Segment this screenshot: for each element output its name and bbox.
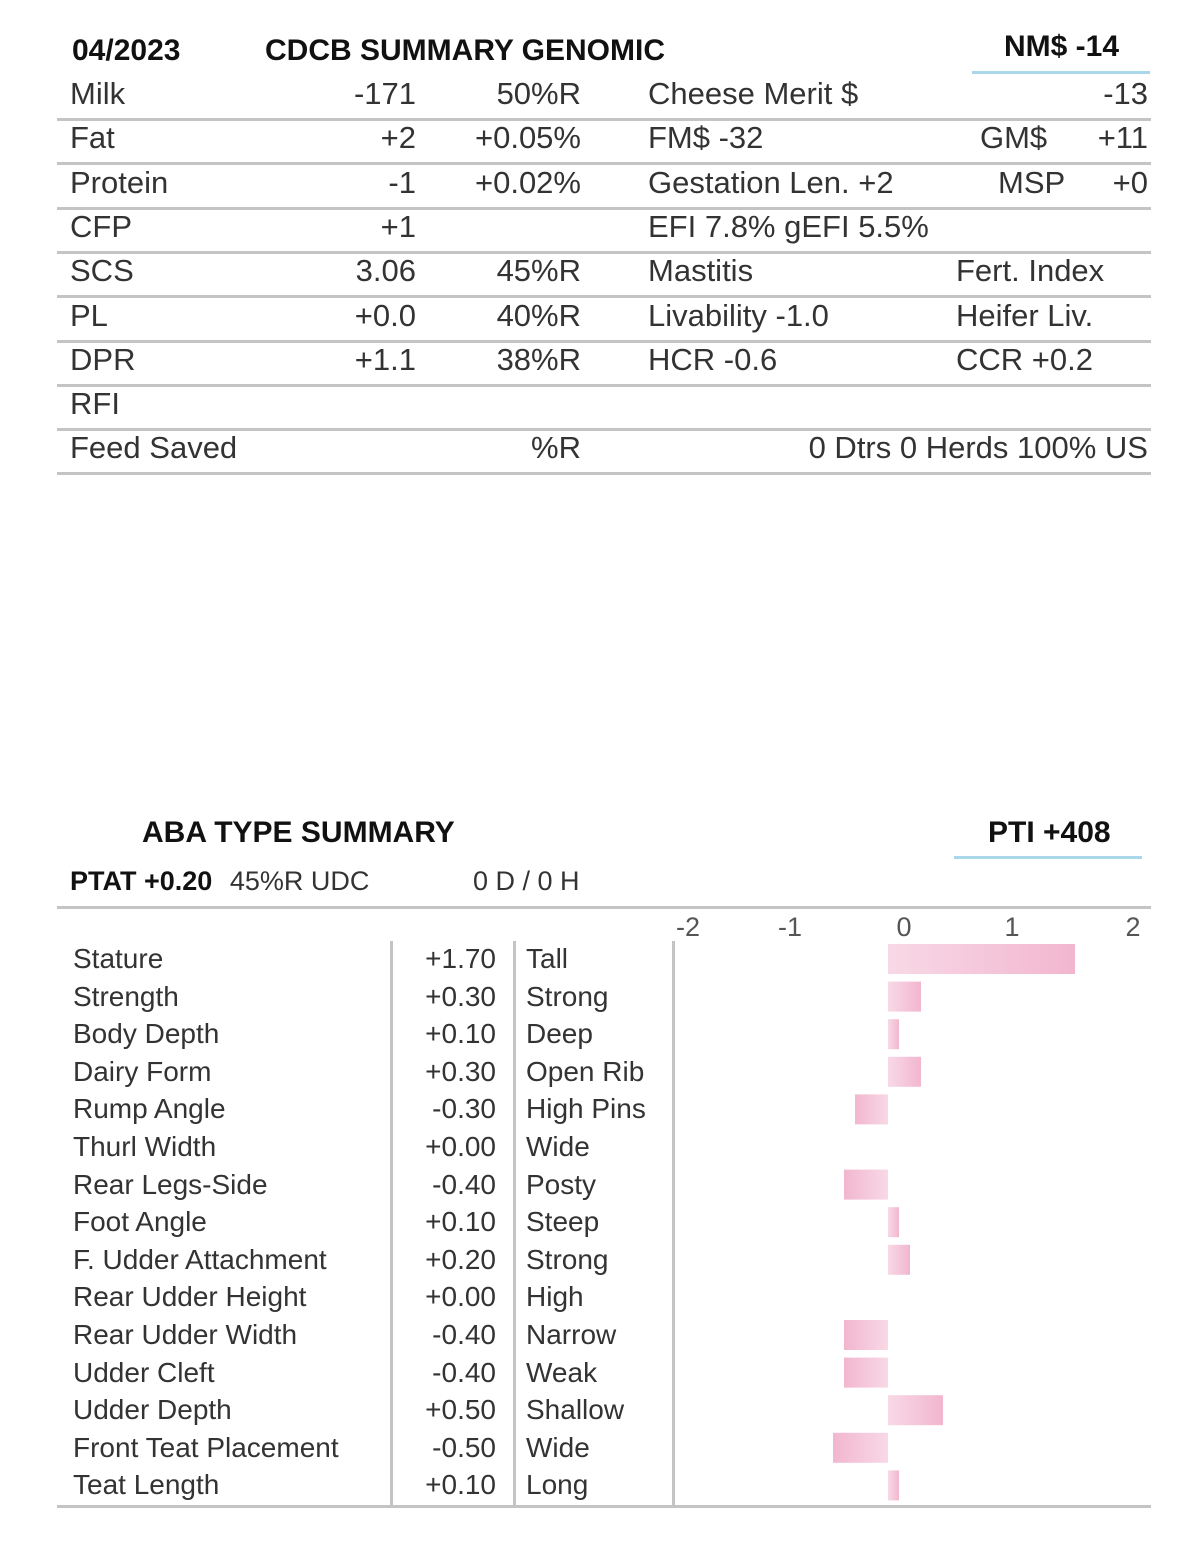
trait-descriptor: Weak <box>526 1356 598 1388</box>
trait-descriptor: Narrow <box>526 1319 617 1350</box>
trait-value: +0.00 <box>425 1281 496 1313</box>
trait-value: +0.50 <box>425 1394 496 1426</box>
trait-value: +0.30 <box>425 1055 496 1087</box>
trait-value: +0.10 <box>425 1018 496 1050</box>
trait-name: Udder Depth <box>73 1394 232 1426</box>
genomic-cell-rel: 40%R <box>496 297 581 333</box>
genomic-cell-value: -1 <box>388 164 416 200</box>
trait-bar <box>888 1395 943 1425</box>
trait-name: Rear Udder Height <box>73 1281 307 1313</box>
genomic-cell-label: SCS <box>70 253 134 289</box>
trait-bar <box>888 1057 921 1087</box>
trait-descriptor: Shallow <box>526 1394 625 1426</box>
trait-descriptor: Deep <box>526 1018 593 1050</box>
trait-descriptor: Steep <box>526 1206 600 1238</box>
genomic-cell-label: PL <box>70 297 108 333</box>
trait-name: Rump Angle <box>73 1093 226 1125</box>
genomic-cell-label: Milk <box>70 76 126 111</box>
genomic-cell-c4: Mastitis <box>648 253 754 289</box>
evaluation-date: 04/2023 <box>72 34 181 67</box>
genomic-cell-c6: +0 <box>1112 164 1148 200</box>
ptat-reliability: 45%R UDC <box>229 866 370 896</box>
genomic-cell-label: RFI <box>70 386 120 422</box>
trait-value: -0.40 <box>432 1319 496 1350</box>
trait-value: +0.00 <box>425 1131 496 1162</box>
genomic-cell-c4: Cheese Merit $ <box>648 76 859 111</box>
genomic-cell-value: +2 <box>380 120 416 156</box>
genomic-cell-rel: +0.05% <box>474 120 581 156</box>
type-bottom-rule <box>57 1505 1151 1508</box>
genomic-cell-c5: Heifer Liv. <box>956 297 1094 333</box>
genomic-cell-value: +1.1 <box>354 341 416 377</box>
axis-tick-label: -1 <box>777 912 803 942</box>
trait-name: Strength <box>73 980 179 1012</box>
genomic-cell-label: DPR <box>70 341 136 377</box>
trait-bar <box>888 1470 899 1500</box>
genomic-cell-c4: Gestation Len. +2 <box>648 164 894 200</box>
trait-name: F. Udder Attachment <box>73 1243 327 1275</box>
genomic-cell-rel: +0.02% <box>474 164 581 200</box>
trait-value: -0.40 <box>432 1356 496 1388</box>
type-summary-title: ABA TYPE SUMMARY <box>142 816 455 849</box>
trait-value: -0.50 <box>432 1431 496 1463</box>
genomic-cell-label: Feed Saved <box>70 430 238 466</box>
trait-name: Front Teat Placement <box>73 1431 339 1463</box>
axis-tick-label: 0 <box>896 912 912 942</box>
trait-bar <box>888 1019 899 1049</box>
genomic-cell-c5: Fert. Index <box>956 253 1105 289</box>
trait-bar <box>844 1170 888 1200</box>
trait-bar <box>888 944 1075 974</box>
trait-value: +0.30 <box>425 980 496 1012</box>
trait-name: Teat Length <box>73 1469 220 1501</box>
trait-value: +0.10 <box>425 1469 496 1501</box>
axis-tick-label: 1 <box>1004 912 1020 942</box>
trait-descriptor: Posty <box>526 1168 597 1200</box>
trait-descriptor: Long <box>526 1469 589 1501</box>
daughters-herds: 0 D / 0 H <box>473 866 580 896</box>
trait-descriptor: Strong <box>526 980 609 1012</box>
trait-descriptor: Wide <box>526 1131 590 1162</box>
trait-descriptor: Wide <box>526 1431 590 1463</box>
trait-name: Rear Legs-Side <box>73 1168 268 1200</box>
trait-name: Rear Udder Width <box>73 1319 298 1350</box>
pti-value: PTI +408 <box>988 816 1111 849</box>
genomic-cell-c4: Livability -1.0 <box>648 297 829 333</box>
axis-tick-label: 2 <box>1125 912 1141 942</box>
trait-bar <box>888 1245 910 1275</box>
genomic-cell-c5: CCR +0.2 <box>956 341 1093 377</box>
trait-value: -0.30 <box>432 1093 496 1125</box>
trait-value: -0.40 <box>432 1168 496 1200</box>
genomic-cell-value: 3.06 <box>355 253 416 289</box>
trait-name: Udder Cleft <box>73 1356 215 1388</box>
trait-descriptor: Strong <box>526 1243 609 1275</box>
genomic-cell-c4: FM$ -32 <box>648 120 764 156</box>
trait-value: +1.70 <box>425 943 496 974</box>
trait-bar <box>855 1094 888 1124</box>
trait-bar <box>888 982 921 1012</box>
genomic-cell-c4: EFI 7.8% gEFI 5.5% <box>648 208 929 244</box>
genomic-cell-label: CFP <box>70 208 132 244</box>
axis-tick-label: -2 <box>675 912 701 942</box>
genomic-cell-c6: +11 <box>1097 120 1148 156</box>
genomic-title: CDCB SUMMARY GENOMIC <box>265 34 666 67</box>
trait-descriptor: High <box>526 1281 584 1313</box>
trait-descriptor: Tall <box>526 943 569 974</box>
genomic-cell-c4: HCR -0.6 <box>648 341 778 377</box>
genomic-cell-c6: 0 Dtrs 0 Herds 100% US <box>808 430 1148 466</box>
trait-name: Dairy Form <box>73 1055 212 1087</box>
ptat-value: PTAT +0.20 <box>70 866 213 896</box>
genomic-cell-label: Fat <box>70 120 115 156</box>
trait-descriptor: Open Rib <box>526 1055 645 1087</box>
trait-name: Foot Angle <box>73 1206 207 1238</box>
genomic-cell-rel: %R <box>531 430 581 466</box>
genomic-cell-value: -171 <box>353 76 416 111</box>
genomic-cell-c6: -13 <box>1103 76 1148 111</box>
genomic-cell-label: Protein <box>70 164 169 200</box>
trait-bar <box>844 1358 888 1388</box>
trait-bar <box>888 1207 899 1237</box>
trait-value: +0.20 <box>425 1243 496 1275</box>
genomic-cell-rel: 45%R <box>496 253 581 289</box>
trait-name: Thurl Width <box>73 1131 217 1162</box>
nm-dollar-value: NM$ -14 <box>1004 30 1120 63</box>
genomic-cell-value: +1 <box>380 208 416 244</box>
genomic-cell-value: +0.0 <box>354 297 416 333</box>
trait-bar <box>833 1433 888 1463</box>
trait-name: Body Depth <box>73 1018 220 1050</box>
genomic-cell-rel: 50%R <box>496 76 581 111</box>
trait-value: +0.10 <box>425 1206 496 1238</box>
trait-name: Stature <box>73 943 164 974</box>
genomic-cell-c5: MSP <box>998 164 1066 200</box>
trait-bar <box>844 1320 888 1350</box>
trait-descriptor: High Pins <box>526 1093 646 1125</box>
genomic-cell-rel: 38%R <box>496 341 581 377</box>
genomic-cell-c5: GM$ <box>980 120 1048 156</box>
